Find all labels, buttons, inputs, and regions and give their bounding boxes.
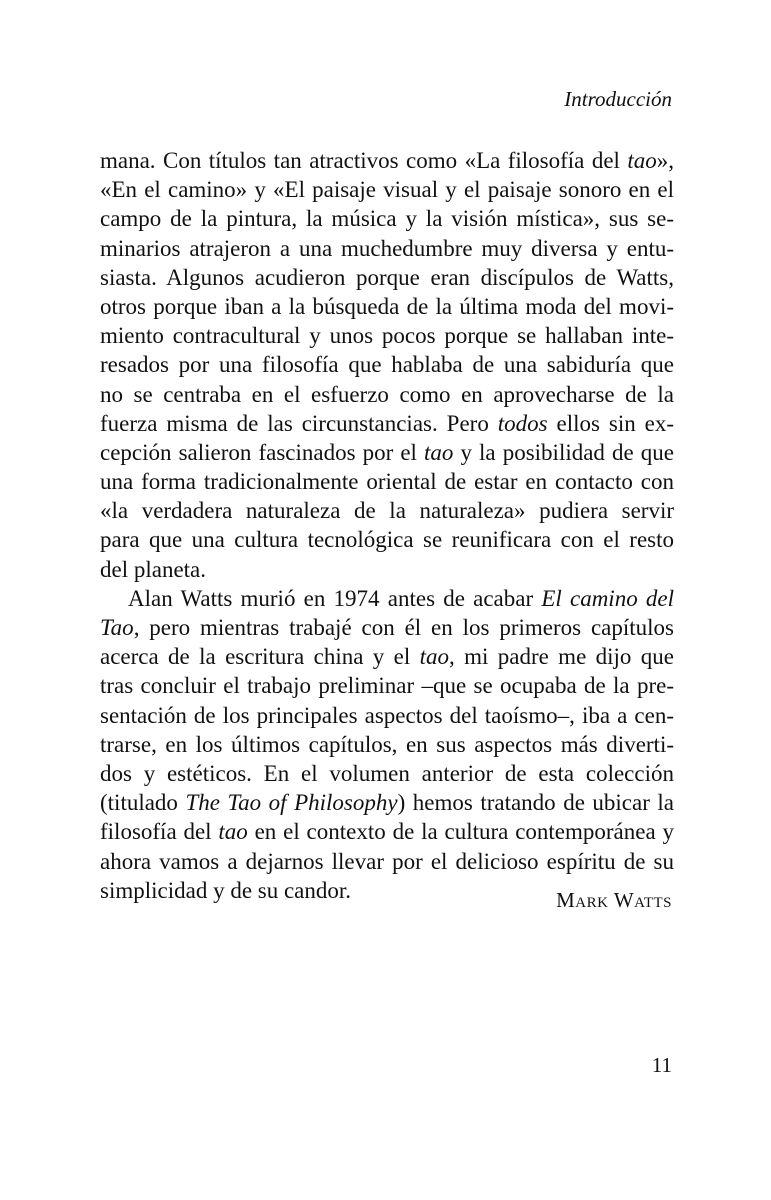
paragraph: [100, 584, 674, 905]
text-line: trarse, en los últimos capítulos, en sus aspectos más diverti-: [100, 731, 674, 757]
text-line: sentación de los principales aspectos del taoísmo–, iba a cen-: [100, 702, 674, 728]
paragraph: [100, 146, 674, 584]
text-line: mana. Con títulos tan atractivos como «La filosofía del tao»,: [100, 148, 674, 173]
text-line: siasta. Algunos acudieron porque eran discípulos de Watts,: [100, 264, 674, 290]
page-number: 11: [651, 1053, 672, 1077]
body-text: [100, 146, 674, 905]
text-line: una forma tradicionalmente oriental de estar en contacto con: [100, 469, 674, 495]
text-line: miento contracultural y unos pocos porque se hallaban inte-: [100, 323, 674, 349]
text-line: (titulado The Tao of Philosophy) hemos tratando de ubicar la: [100, 790, 675, 816]
text-line: «la verdadera naturaleza de la naturaleza» pudiera servir: [100, 498, 674, 524]
text-line: otros porque iban a la búsqueda de la última moda del movi-: [100, 293, 674, 319]
text-line: cepción salieron fascinados por el tao y la posibilidad de que: [100, 439, 674, 465]
text-line: simplicidad y de su candor.: [100, 877, 352, 903]
text-line: Alan Watts murió en 1974 antes de acabar El camino del: [128, 585, 674, 611]
text-line: fuerza misma de las circunstancias. Pero todos ellos sin ex-: [100, 410, 675, 436]
text-line: para que una cultura tecnológica se reunificara con el resto: [100, 527, 674, 553]
text-line: Tao, pero mientras trabajé con él en los primeros capítulos: [100, 615, 674, 640]
text-line: resados por una filosofía que hablaba de una sabiduría que: [100, 352, 674, 378]
text-line: dos y estéticos. En el volumen anterior de esta colección: [100, 760, 674, 786]
author-signature: Mark Watts: [556, 888, 672, 912]
text-line: no se centraba en el esfuerzo como en aprovecharse de la: [100, 381, 674, 407]
text-line: ahora vamos a dejarnos llevar por el delicioso espíritu de su: [100, 848, 674, 874]
text-line: «En el camino» y «El paisaje visual y el paisaje sonoro en el: [100, 177, 674, 203]
text-line: campo de la pintura, la música y la visión mística», sus se-: [100, 206, 674, 232]
running-head: Introducción: [564, 87, 672, 111]
text-line: tras concluir el trabajo preliminar –que se ocupaba de la pre-: [100, 673, 674, 699]
text-line: minarios atrajeron a una muchedumbre muy diversa y entu-: [100, 235, 674, 261]
text-line: del planeta.: [100, 556, 207, 582]
text-line: filosofía del tao en el contexto de la cultura contemporánea y: [100, 819, 674, 845]
text-line: acerca de la escritura china y el tao, mi padre me dijo que: [100, 644, 674, 670]
